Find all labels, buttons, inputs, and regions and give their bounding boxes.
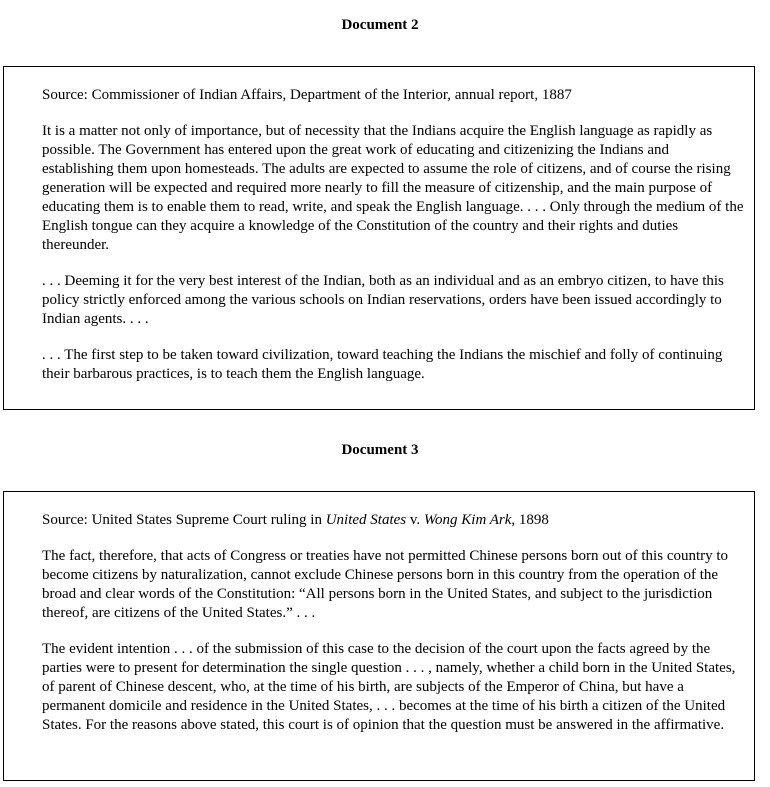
- source-prefix: Source: United States Supreme Court ruling in: [42, 512, 326, 528]
- document-2-paragraph-2: . . . Deeming it for the very best interest of the Indian, both as an individual and as an embryo citizen, to have this policy strictly enforced among the various schools on Indian reservations, orders have been issued accordingly to Indian agents. . . .: [42, 273, 724, 327]
- document-2-source: Source: Commissioner of Indian Affairs, Department of the Interior, annual report, 1887: [42, 87, 572, 103]
- case-name-part-2: Wong Kim Ark: [423, 512, 512, 528]
- source-suffix: , 1898: [511, 512, 549, 528]
- document-3-paragraph-2: The evident intention . . . of the submission of this case to the decision of the court upon the facts agreed by the parties were to present for determination the single question . . . , namely, whether a child born in the United States, of parent of Chinese descent, who, at the time of his birth, are subjects of the Emperor of China, but have a permanent domicile and residence in the United States, . . . becomes at the time of his birth a citizen of the United States. For the reasons above stated, this court is of opinion that the question must be answered in the affirmative.: [42, 641, 736, 733]
- document-3-box: [3, 491, 755, 781]
- document-2-box: [3, 66, 755, 410]
- document-3-source: [42, 511, 744, 530]
- document-2-heading: Document 2: [341, 17, 419, 33]
- case-name-part-1: United States: [325, 512, 407, 528]
- case-versus: v.: [406, 512, 424, 528]
- document-3-paragraph-1: The fact, therefore, that acts of Congress or treaties have not permitted Chinese persons born out of this country to become citizens by naturalization, cannot exclude Chinese persons born in this country from the operation of the broad and clear words of the Constitution: “All persons born in the United States, and subject to the jurisdiction thereof, are citizens of the United States.” . . .: [42, 548, 729, 621]
- document-2-paragraph-3: . . . The first step to be taken toward civilization, toward teaching the Indians the mischief and folly of continuing their barbarous practices, is to teach them the English language.: [42, 347, 723, 382]
- document-2-paragraph-1: It is a matter not only of importance, but of necessity that the Indians acquire the English language as rapidly as possible. The Government has entered upon the great work of educating and citizenizing the Indians and establishing them upon homesteads. The adults are expected to assume the role of citizens, and of course the rising generation will be expected and required more nearly to fill the measure of citizenship, and the main purpose of educating them is to enable them to read, write, and speak the English language. . . . Only through the medium of the English tongue can they acquire a knowledge of the Constitution of the country and their rights and duties thereunder.: [42, 123, 744, 253]
- document-3-heading: Document 3: [341, 442, 419, 458]
